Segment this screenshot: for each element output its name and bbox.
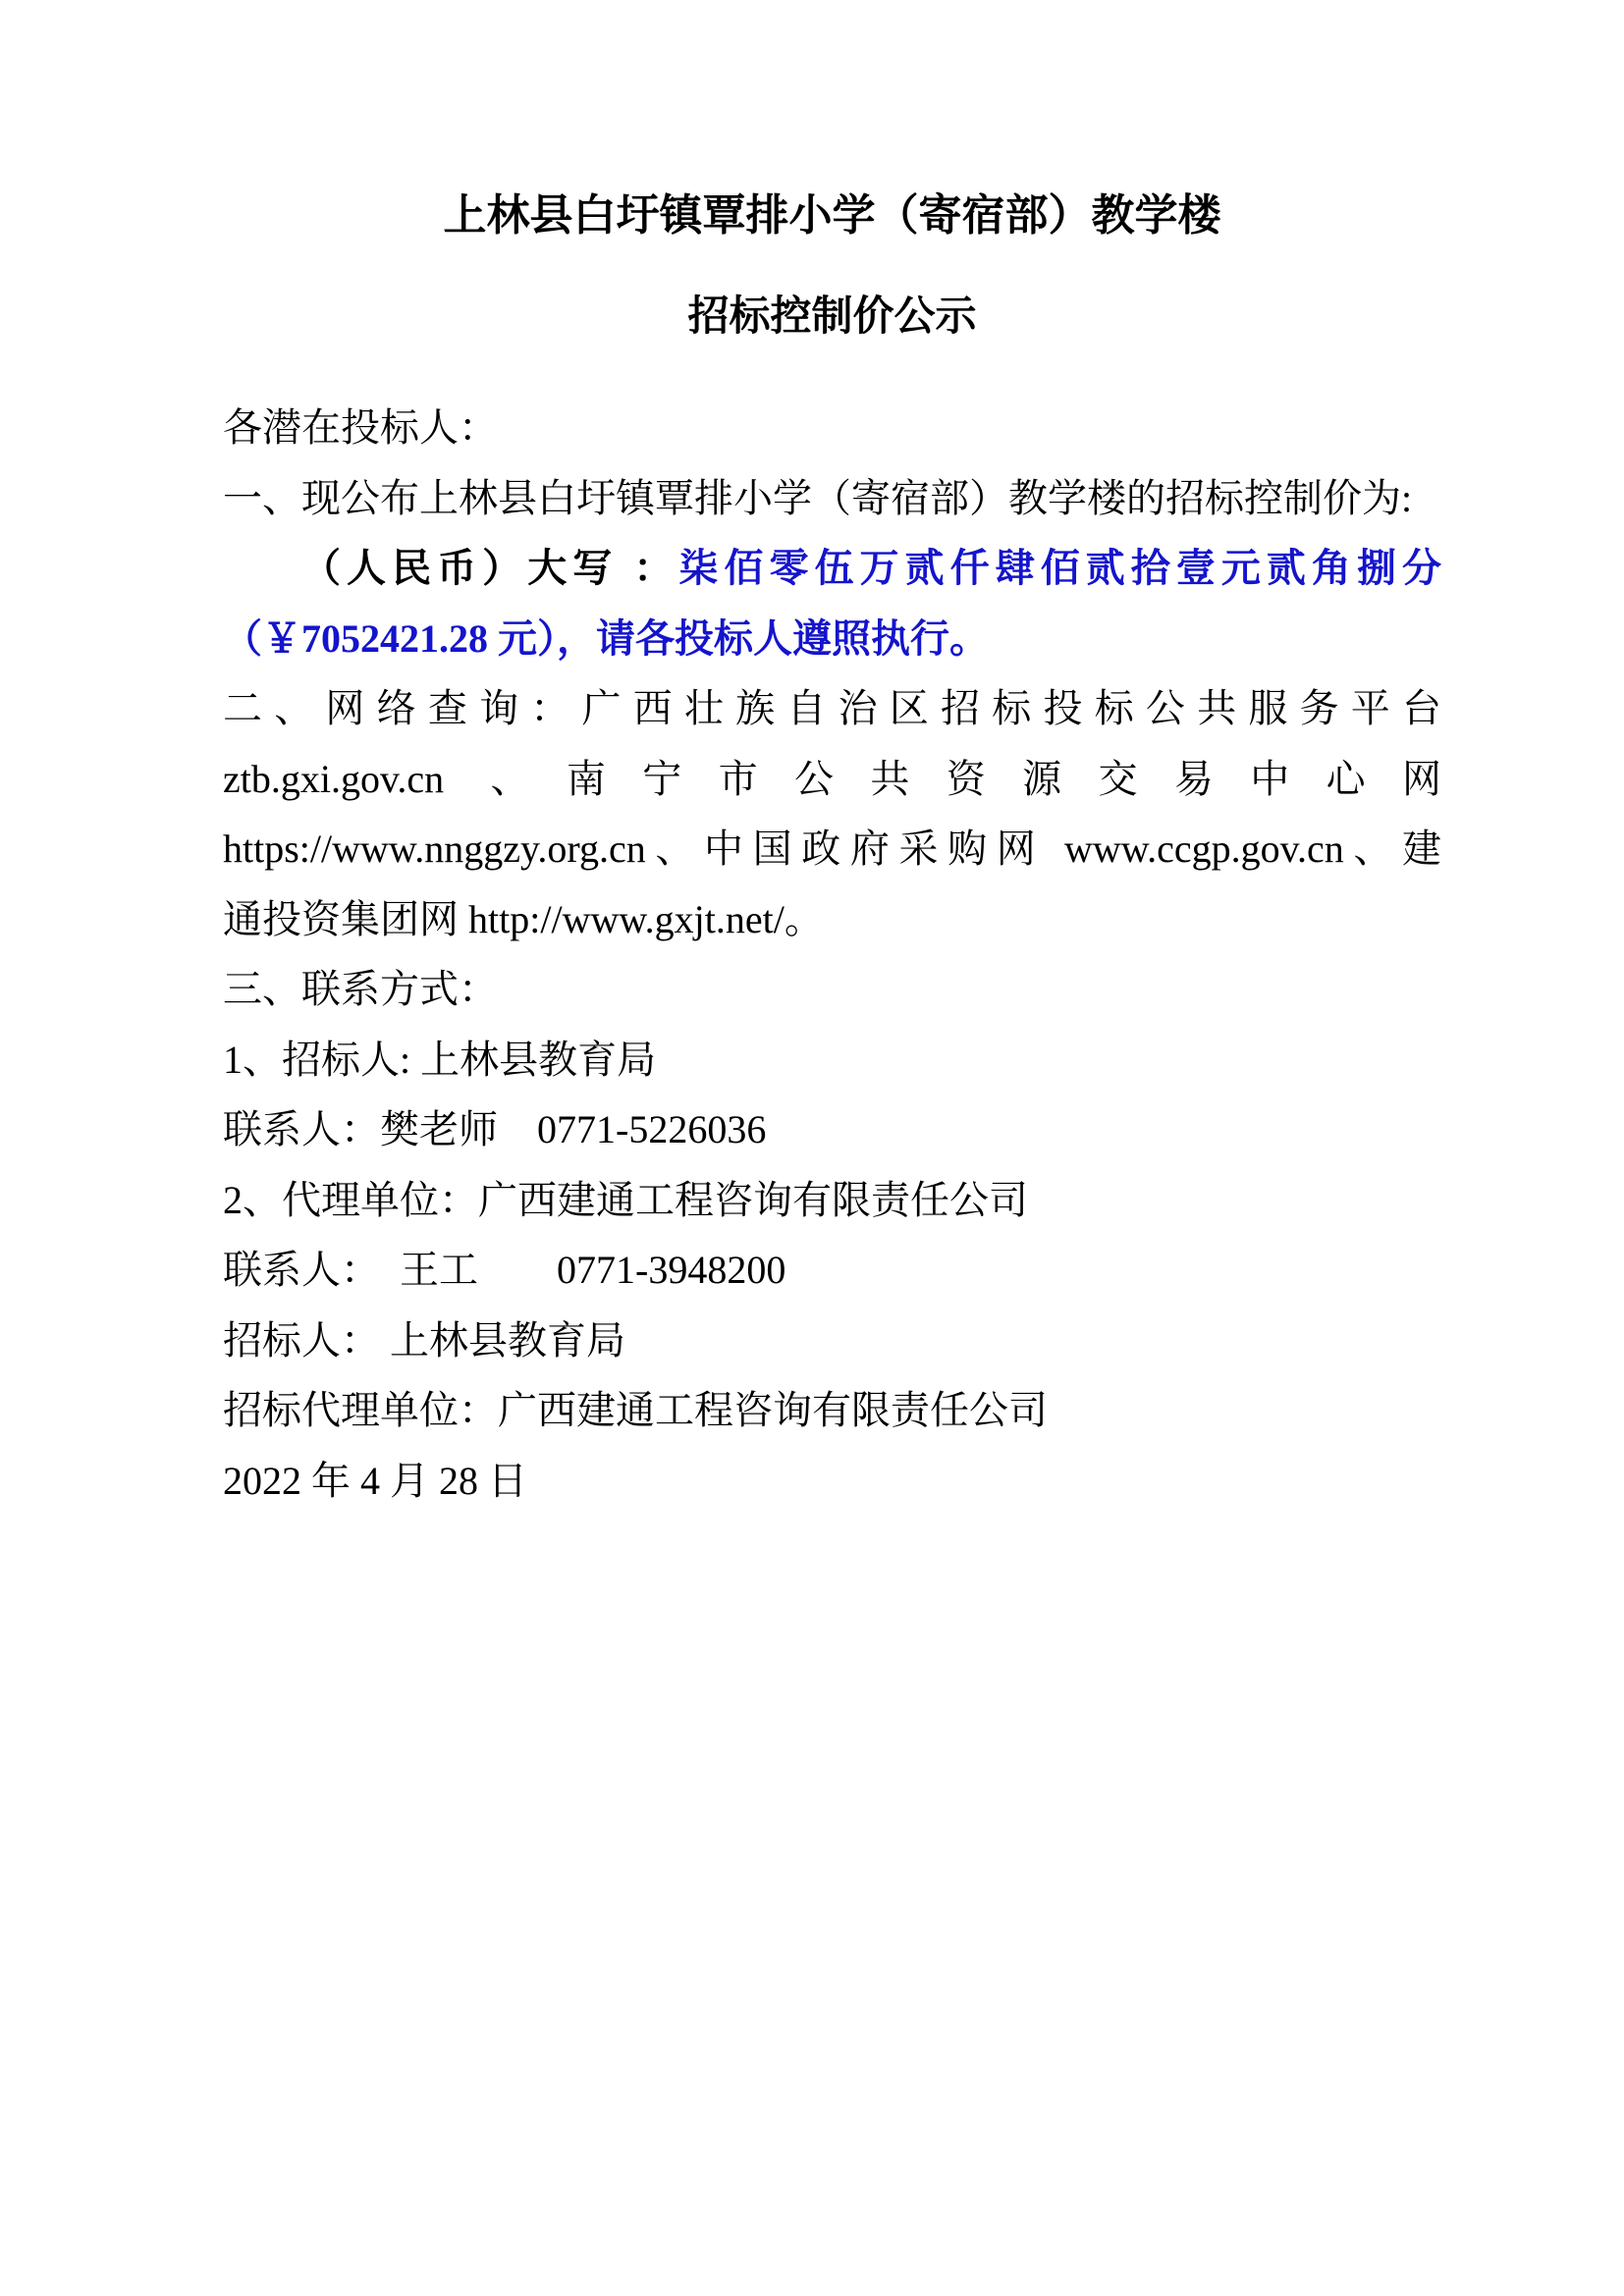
doc-subtitle: 招标控制价公示 xyxy=(687,294,977,340)
salutation-line: 各潜在投标人： xyxy=(223,405,498,450)
signature-agency: 招标代理单位：广西建通工程咨询有限责任公司 xyxy=(223,1388,1048,1432)
network-query-line-4: 通投资集团网 http://www.gxjt.net/。 xyxy=(223,896,824,941)
network-query-line-3: https://www.nnggzy.org.cn、中国政府采购网 www.ccgp.gov.cn、建 xyxy=(223,827,1441,871)
price-amount-words: 柒佰零伍万贰仟肆佰贰拾壹元贰角捌分 xyxy=(678,546,1442,590)
agency-contact-title: 2、代理单位：广西建通工程咨询有限责任公司 xyxy=(223,1177,1028,1222)
price-label: （人民币）大写 ： xyxy=(301,546,679,590)
signature-tenderer: 招标人： 上林县教育局 xyxy=(223,1317,625,1362)
doc-title: 上林县白圩镇覃排小学（寄宿部）教学楼 xyxy=(443,191,1221,240)
doc-body xyxy=(223,393,1441,1516)
network-query-line-2: ztb.gxi.gov.cn 、南宁市公共资源交易中心网 xyxy=(223,756,1441,801)
signature-date: 2022 年 4 月 28 日 xyxy=(223,1458,527,1503)
contact-section-heading: 三、联系方式： xyxy=(223,967,498,1011)
agency-contact-person: 联系人： 王工 0771-3948200 xyxy=(223,1248,786,1292)
price-numeric-line: （￥7052421.28 元），请各投标人遵照执行。 xyxy=(223,615,989,661)
tenderer-contact-title: 1、招标人: 上林县教育局 xyxy=(223,1037,657,1082)
announce-line: 一、现公布上林县白圩镇覃排小学（寄宿部）教学楼的招标控制价为: xyxy=(223,475,1413,520)
price-words-line xyxy=(223,533,1441,604)
tenderer-contact-person: 联系人：樊老师 0771-5226036 xyxy=(223,1107,767,1151)
network-query-line-1: 二、网络查询：广西壮族自治区招标投标公共服务平台 xyxy=(223,686,1441,730)
